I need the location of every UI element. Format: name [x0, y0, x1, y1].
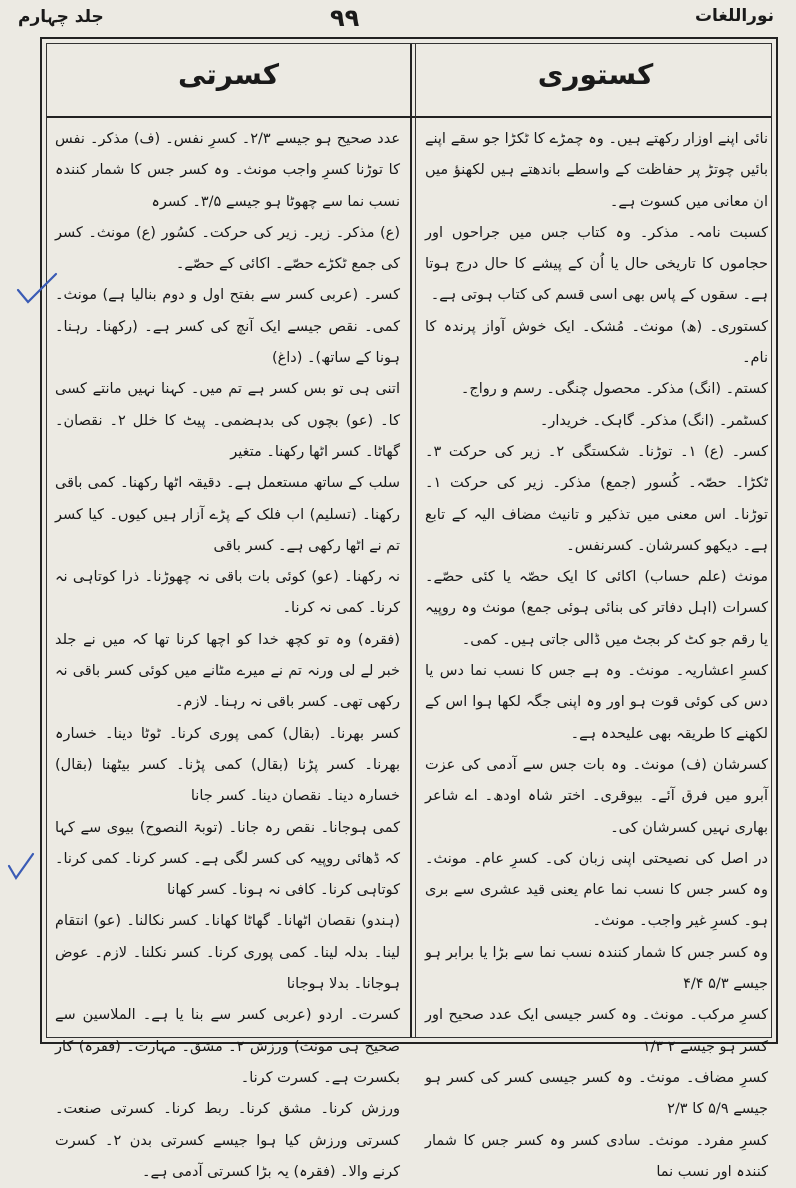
entry: (ہندو) نقصان اٹھانا۔ گھاٹا کھانا۔ کسر نکالنا۔ (عو) انتقام لینا۔ بدلہ لینا۔ کمی پوری کرنا۔ کسر نکلنا۔ لازم۔ عوض ہوجانا۔ بدلا ہوجانا [55, 906, 400, 1000]
right-column-title: کستوری [415, 58, 776, 91]
entry: سلب کے ساتھ مستعمل ہے۔ دقیقہ اٹھا رکھنا۔ کمی باقی رکھنا۔ (تسلیم) اب فلک کے پڑے آزار ہیں کیوں۔ کیا کسر تم نے اٹھا رکھی ہے۔ کسر باقی [55, 468, 400, 562]
column-title-row [47, 44, 771, 118]
column-divider [410, 44, 412, 1037]
volume-label: جلد چہارم [18, 6, 104, 27]
entry: در اصل کی نصیحتی اپنی زبان کی۔ کسرِ عام۔ مونث۔ وہ کسر جس کا نسب نما عام یعنی قید عشری سے بری ہو۔ کسرِ غیر واجب۔ مونث۔ [425, 844, 768, 938]
entry: (ع) مذکر۔ زیر۔ زیر کی حرکت۔ کسُور (ع) مونث۔ کسر کی جمع ٹکڑے حصّے۔ اکائی کے حصّے۔ [55, 218, 400, 281]
entry: نہ رکھنا۔ (عو) کوئی بات باقی نہ چھوڑنا۔ ذرا کوتاہی نہ کرنا۔ کمی نہ کرنا۔ [55, 562, 400, 625]
entry: اتنی ہی تو بس کسر ہے تم میں۔ کہنا نہیں مانتے کسی کا۔ (عو) بچوں کی بدہضمی۔ پیٹ کا خلل ۲۔ نقصان۔ گھاٹا۔ کسر اٹھا رکھنا۔ متغیر [55, 374, 400, 468]
left-column-title: کسرتی [47, 58, 410, 91]
entry: کسرِ اعشاریہ۔ مونث۔ وہ ہے جس کا نسب نما دس یا دس کی کوئی قوت ہو اور وہ اپنی جگہ لکھا ہوا اس کے لکھنے کا طریقہ بھی علیحدہ ہے۔ [425, 656, 768, 750]
page-header [0, 0, 796, 36]
entry: مونث (علم حساب) اکائی کا ایک حصّہ یا کئی حصّے۔ کسرات (اہل دفاتر کی بنائی ہوئی جمع) مونث وہ روپیہ یا رقم جو کٹ کر بجٹ میں ڈالی جاتی ہیں۔ کمی۔ [425, 562, 768, 656]
entry: کمی ہوجانا۔ نقص رہ جانا۔ (توبۃ النصوح) بیوی سے کہا کہ ڈھائی روپیہ کی کسر لگی ہے۔ کسر کرنا۔ کمی کرنا۔ کوتاہی کرنا۔ کافی نہ ہونا۔ کسر کھانا [55, 813, 400, 907]
entry: (فقرہ) وہ تو کچھ خدا کو اچھا کرنا تھا کہ میں نے جلد خبر لے لی ورنہ تم نے میرے مٹانے میں کوئی کسر باقی نہ رکھی تھی۔ کسر باقی نہ رہنا۔ لازم۔ [55, 625, 400, 719]
entry: کسرِ مضاف۔ مونث۔ وہ کسر جیسی کسر کی کسر ہو جیسے ۵/۹ کا ۲/۳ [425, 1063, 768, 1126]
entry: کستوری۔ (ھ) مونث۔ مُشک۔ ایک خوش آواز پرندہ کا نام۔ [425, 312, 768, 375]
column-divider-inner [415, 44, 416, 1037]
page-number: ۹۹ [330, 4, 359, 32]
right-column [425, 124, 768, 1029]
entry: کسرت۔ اردو (عربی کسر سے بنا یا ہے۔ الملاسین سے صحیح ہی مونث) ورزش ۲۔ مشق۔ مہارت۔ (فقرہ) کار بکسرت ہے۔ کسرت کرنا۔ [55, 1000, 400, 1094]
entry: کسر۔ (ع) ۱۔ توڑنا۔ شکستگی ۲۔ زیر کی حرکت ۳۔ ٹکڑا۔ حصّہ۔ کُسور (جمع) مذکر۔ زیر کی حرکت ۱۔ توڑنا۔ اس معنی میں تذکیر و تانیث مضاف الیہ کے تابع ہے۔ دیکھو کسرشان۔ کسرنفس۔ [425, 437, 768, 562]
entry: نائی اپنے اوزار رکھتے ہیں۔ وہ چمڑے کا ٹکڑا جو سقے اپنے بائیں چوتڑ پر حفاظت کے واسطے باندھتے ہیں لکھنؤ میں ان معانی میں کسوت ہے۔ [425, 124, 768, 218]
entry: کسر۔ (عربی کسر سے بفتح اول و دوم بنالیا ہے) مونث۔ کمی۔ نقص جیسے ایک آنچ کی کسر ہے۔ (رکھنا۔ رہنا۔ ہونا کے ساتھ)۔ (داغ) [55, 280, 400, 374]
checkmark-icon [6, 850, 36, 884]
entry: کسرِ مفرد۔ مونث۔ سادی کسر وہ کسر جس کا شمار کنندہ اور نسب نما [425, 1126, 768, 1188]
entry: کسر بھرنا۔ (بقال) کمی پوری کرنا۔ ٹوٹا دینا۔ خسارہ بھرنا۔ کسر پڑنا (بقال) کمی پڑنا۔ کسر بیٹھنا (بقال) خسارہ دینا۔ نقصان دینا۔ کسر جانا [55, 719, 400, 813]
entry: ورزش کرنا۔ مشق کرنا۔ ربط کرنا۔ کسرتی صنعت۔ کسرتی ورزش کیا ہوا جیسے کسرتی بدن ۲۔ کسرت کرنے والا۔ (فقرہ) یہ بڑا کسرتی آدمی ہے۔ [55, 1094, 400, 1188]
book-title: نوراللغات [695, 6, 774, 26]
entry: عدد صحیح ہو جیسے ۲/۳۔ کسرِ نفس۔ (ف) مذکر۔ نفس کا توڑنا کسرِ واجب مونث۔ وہ کسر جس کا شمار کنندہ نسب نما سے چھوٹا ہو جیسے ۳/۵۔ کسرہ [55, 124, 400, 218]
entry: کسبت نامہ۔ مذکر۔ وہ کتاب جس میں جراحوں اور حجاموں کا تاریخی حال یا اُن کے پیشے کا حال درج ہوتا ہے۔ سقوں کے پاس بھی اسی قسم کی کتاب ہوتی ہے۔ [425, 218, 768, 312]
entry: کسرشان (ف) مونث۔ وہ بات جس سے آدمی کی عزت آبرو میں فرق آئے۔ بیوقری۔ اختر شاہ اودھ۔ اے شاعر بھاری نہیں کسرشان کی۔ [425, 750, 768, 844]
page-frame [40, 37, 778, 1044]
entry: کسٹمر۔ (انگ) مذکر۔ گاہک۔ خریدار۔ [425, 406, 768, 437]
page-frame-inner [46, 43, 772, 1038]
checkmark-icon [14, 270, 60, 310]
left-column [55, 124, 400, 1029]
entry: کسرِ مرکب۔ مونث۔ وہ کسر جیسی ایک عدد صحیح اور کسر ہو جیسے ۲ ۱/۳ [425, 1000, 768, 1063]
entry: وہ کسر جس کا شمار کنندہ نسب نما سے بڑا یا برابر ہو جیسے ۵/۳ ۴/۴ [425, 938, 768, 1001]
entry: کستم۔ (انگ) مذکر۔ محصول چنگی۔ رسم و رواج۔ [425, 374, 768, 405]
